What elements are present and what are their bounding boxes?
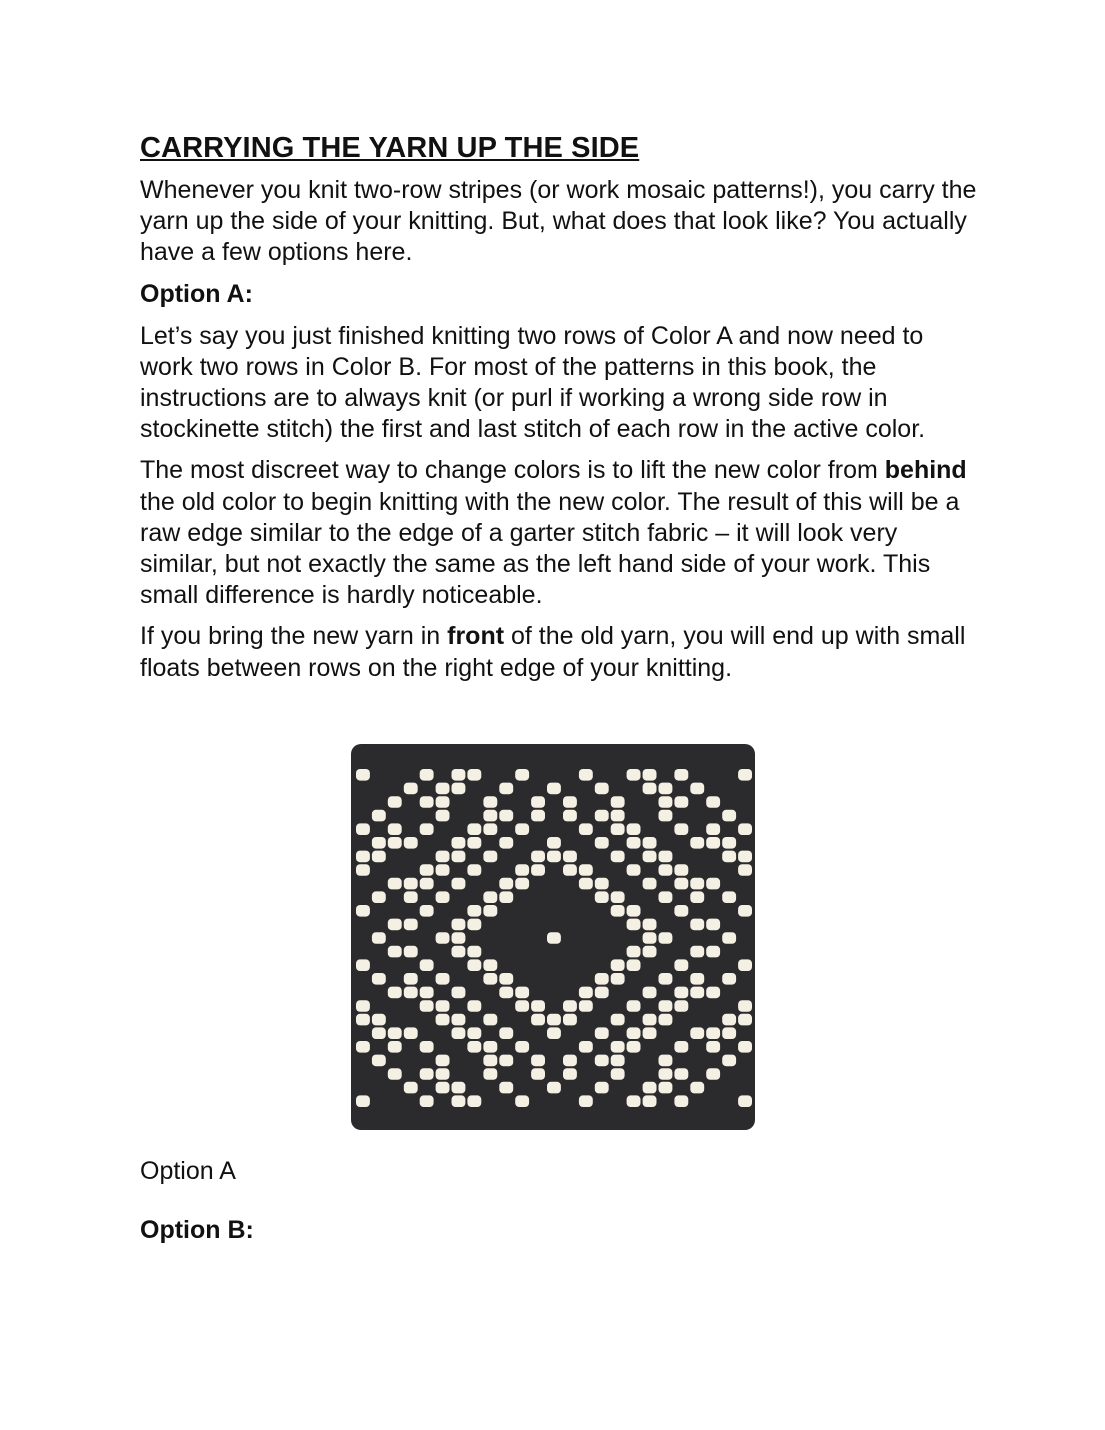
- swatch-stitch: [372, 1014, 386, 1026]
- swatch-stitch: [722, 1027, 736, 1039]
- swatch-stitch: [356, 905, 370, 917]
- swatch-stitch: [547, 1082, 561, 1094]
- swatch-stitch: [627, 769, 641, 781]
- swatch-stitch: [706, 987, 720, 999]
- swatch-stitch: [722, 810, 736, 822]
- swatch-stitch: [483, 823, 497, 835]
- swatch-stitch: [404, 946, 418, 958]
- swatch-stitch: [452, 946, 466, 958]
- option-a-paragraph-2: [140, 455, 980, 611]
- swatch-stitch: [563, 796, 577, 808]
- swatch-stitch: [611, 1041, 625, 1053]
- swatch-stitch: [722, 837, 736, 849]
- swatch-stitch: [420, 905, 434, 917]
- swatch-stitch: [499, 987, 513, 999]
- swatch-stitch: [643, 932, 657, 944]
- swatch-stitch: [515, 769, 529, 781]
- option-a-paragraph-3: [140, 621, 980, 683]
- swatch-stitch: [388, 946, 402, 958]
- swatch-stitch: [595, 1082, 609, 1094]
- swatch-stitch: [738, 769, 752, 781]
- swatch-stitch: [579, 769, 593, 781]
- swatch-stitch: [659, 932, 673, 944]
- swatch-stitch: [436, 796, 450, 808]
- swatch-stitch: [722, 1014, 736, 1026]
- swatch-stitch: [690, 837, 704, 849]
- swatch-stitch: [674, 1041, 688, 1053]
- swatch-stitch: [356, 864, 370, 876]
- document-page: [140, 130, 980, 694]
- swatch-stitch: [404, 878, 418, 890]
- swatch-stitch: [499, 837, 513, 849]
- option-a-heading: Option A:: [140, 279, 253, 308]
- swatch-stitch: [674, 769, 688, 781]
- swatch-stitch: [659, 783, 673, 795]
- swatch-stitch: [404, 1027, 418, 1039]
- swatch-stitch: [690, 919, 704, 931]
- swatch-stitch: [674, 878, 688, 890]
- swatch-stitch: [738, 851, 752, 863]
- text-run: of the old yarn, you will end up with small floats between rows on the right edge of your knitting.: [140, 622, 966, 682]
- swatch-stitch: [547, 1014, 561, 1026]
- emphasis-behind: behind: [884, 456, 967, 485]
- swatch-stitch: [674, 1000, 688, 1012]
- swatch-stitch: [483, 1041, 497, 1053]
- swatch-stitch: [738, 1000, 752, 1012]
- swatch-stitch: [372, 1055, 386, 1067]
- swatch-stitch: [643, 946, 657, 958]
- swatch-image: [349, 742, 759, 1134]
- swatch-stitch: [690, 1027, 704, 1039]
- swatch-stitch: [436, 973, 450, 985]
- swatch-stitch: [467, 1041, 481, 1053]
- swatch-stitch: [643, 1082, 657, 1094]
- swatch-stitch: [738, 1095, 752, 1107]
- swatch-stitch: [515, 1000, 529, 1012]
- swatch-stitch: [372, 891, 386, 903]
- swatch-stitch: [483, 1055, 497, 1067]
- swatch-stitch: [690, 878, 704, 890]
- swatch-stitch: [659, 1082, 673, 1094]
- swatch-stitch: [483, 810, 497, 822]
- swatch-stitch: [404, 1082, 418, 1094]
- swatch-stitch: [515, 864, 529, 876]
- swatch-stitch: [372, 810, 386, 822]
- swatch-stitch: [738, 864, 752, 876]
- swatch-stitch: [404, 919, 418, 931]
- section-heading: CARRYING THE YARN UP THE SIDE: [140, 132, 640, 164]
- swatch-stitch: [659, 1014, 673, 1026]
- swatch-stitch: [388, 987, 402, 999]
- swatch-stitch: [659, 864, 673, 876]
- swatch-stitch: [706, 1027, 720, 1039]
- swatch-stitch: [499, 891, 513, 903]
- swatch-stitch: [436, 864, 450, 876]
- swatch-stitch: [467, 946, 481, 958]
- swatch-stitch: [452, 1027, 466, 1039]
- swatch-stitch: [659, 891, 673, 903]
- swatch-stitch: [579, 864, 593, 876]
- swatch-stitch: [674, 905, 688, 917]
- swatch-stitch: [595, 837, 609, 849]
- swatch-stitch: [483, 905, 497, 917]
- swatch-stitch: [436, 1082, 450, 1094]
- swatch-stitch: [643, 919, 657, 931]
- swatch-stitch: [483, 851, 497, 863]
- swatch-stitch: [531, 1068, 545, 1080]
- swatch-stitch: [483, 1014, 497, 1026]
- swatch-stitch: [659, 1055, 673, 1067]
- swatch-stitch: [611, 1068, 625, 1080]
- swatch-stitch: [627, 837, 641, 849]
- swatch-stitch: [483, 959, 497, 971]
- swatch-stitch: [420, 1041, 434, 1053]
- swatch-stitch: [659, 796, 673, 808]
- swatch-stitch: [420, 959, 434, 971]
- swatch-stitch: [452, 987, 466, 999]
- swatch-stitch: [690, 987, 704, 999]
- swatch-stitch: [643, 987, 657, 999]
- swatch-stitch: [420, 769, 434, 781]
- swatch-stitch: [611, 810, 625, 822]
- swatch-stitch: [372, 973, 386, 985]
- swatch-stitch: [515, 878, 529, 890]
- swatch-stitch: [452, 1082, 466, 1094]
- swatch-stitch: [356, 851, 370, 863]
- swatch-stitch: [706, 796, 720, 808]
- swatch-stitch: [420, 987, 434, 999]
- swatch-stitch: [547, 1027, 561, 1039]
- swatch-stitch: [483, 1068, 497, 1080]
- swatch-stitch: [499, 810, 513, 822]
- swatch-stitch: [611, 851, 625, 863]
- swatch-stitch: [531, 1000, 545, 1012]
- swatch-stitch: [611, 973, 625, 985]
- swatch-stitch: [706, 878, 720, 890]
- swatch-stitch: [467, 959, 481, 971]
- swatch-stitch: [627, 919, 641, 931]
- swatch-stitch: [579, 1095, 593, 1107]
- swatch-stitch: [627, 1041, 641, 1053]
- emphasis-front: front: [447, 622, 505, 651]
- swatch-stitch: [356, 1095, 370, 1107]
- swatch-stitch: [388, 796, 402, 808]
- swatch-stitch: [690, 946, 704, 958]
- swatch-stitch: [356, 1014, 370, 1026]
- text-run: the old color to begin knitting with the new color. The result of this will be a raw edge similar to the edge of a garter stitch fabric – it will look very similar, but not exactly the same as the left hand side of your work. This small difference is hardly noticeable.: [140, 487, 960, 610]
- swatch-stitch: [436, 932, 450, 944]
- swatch-stitch: [452, 1095, 466, 1107]
- swatch-stitch: [388, 1041, 402, 1053]
- swatch-stitch: [467, 1027, 481, 1039]
- swatch-stitch: [436, 851, 450, 863]
- swatch-stitch: [643, 783, 657, 795]
- swatch-stitch: [499, 1055, 513, 1067]
- swatch-stitch: [659, 810, 673, 822]
- swatch-stitch: [627, 1027, 641, 1039]
- swatch-stitch: [452, 783, 466, 795]
- swatch-stitch: [611, 1014, 625, 1026]
- swatch-stitch: [404, 987, 418, 999]
- swatch-stitch: [643, 1027, 657, 1039]
- swatch-stitch: [595, 810, 609, 822]
- swatch-stitch: [372, 1027, 386, 1039]
- intro-paragraph: Whenever you knit two-row stripes (or work mosaic patterns!), you carry the yarn up the side of your knitting. But, what does that look like? You actually have a few options here.: [140, 176, 977, 267]
- swatch-stitch: [643, 851, 657, 863]
- swatch-stitch: [515, 1041, 529, 1053]
- swatch-stitch: [420, 1095, 434, 1107]
- swatch-stitch: [563, 1000, 577, 1012]
- swatch-stitch: [420, 1068, 434, 1080]
- swatch-stitch: [388, 919, 402, 931]
- swatch-stitch: [722, 891, 736, 903]
- swatch-stitch: [452, 837, 466, 849]
- swatch-stitch: [356, 1000, 370, 1012]
- swatch-stitch: [738, 905, 752, 917]
- swatch-stitch: [467, 1000, 481, 1012]
- swatch-stitch: [467, 769, 481, 781]
- swatch-stitch: [467, 905, 481, 917]
- swatch-stitch: [515, 987, 529, 999]
- swatch-stitch: [563, 1014, 577, 1026]
- swatch-stitch: [611, 796, 625, 808]
- swatch-stitch: [722, 973, 736, 985]
- swatch-stitch: [372, 851, 386, 863]
- text-run: The most discreet way to change colors is to lift the new color from: [140, 456, 885, 485]
- swatch-stitch: [547, 932, 561, 944]
- swatch-stitch: [404, 783, 418, 795]
- swatch-stitch: [595, 878, 609, 890]
- swatch-stitch: [563, 864, 577, 876]
- swatch-stitch: [738, 1014, 752, 1026]
- swatch-stitch: [436, 1068, 450, 1080]
- swatch-stitch: [674, 796, 688, 808]
- swatch-stitch: [499, 1027, 513, 1039]
- swatch-stitch: [659, 851, 673, 863]
- swatch-stitch: [627, 946, 641, 958]
- swatch-stitch: [611, 891, 625, 903]
- swatch-stitch: [706, 1041, 720, 1053]
- swatch-stitch: [674, 864, 688, 876]
- swatch-stitch: [467, 919, 481, 931]
- swatch-stitch: [674, 959, 688, 971]
- swatch-stitch: [674, 1095, 688, 1107]
- swatch-stitch: [674, 823, 688, 835]
- swatch-stitch: [611, 823, 625, 835]
- swatch-stitch: [483, 796, 497, 808]
- figure-caption: Option A: [140, 1157, 236, 1185]
- swatch-stitch: [483, 891, 497, 903]
- swatch-stitch: [420, 823, 434, 835]
- swatch-stitch: [499, 1082, 513, 1094]
- swatch-stitch: [611, 959, 625, 971]
- swatch-stitch: [706, 823, 720, 835]
- swatch-stitch: [579, 1000, 593, 1012]
- swatch-stitch: [674, 1068, 688, 1080]
- swatch-stitch: [436, 783, 450, 795]
- swatch-stitch: [595, 973, 609, 985]
- swatch-stitch: [579, 823, 593, 835]
- swatch-stitch: [531, 810, 545, 822]
- option-a-paragraph-1: Let’s say you just finished knitting two rows of Color A and now need to work two rows in Color B. For most of the patterns in this book, the instructions are to always knit (or purl if working a wrong side row in stockinette stitch) the first and last stitch of each row in the active color.: [140, 321, 926, 444]
- swatch-stitch: [595, 987, 609, 999]
- swatch-stitch: [738, 823, 752, 835]
- swatch-stitch: [563, 1055, 577, 1067]
- swatch-stitch: [659, 973, 673, 985]
- swatch-stitch: [404, 837, 418, 849]
- swatch-stitch: [436, 810, 450, 822]
- swatch-stitch: [452, 769, 466, 781]
- swatch-stitch: [467, 864, 481, 876]
- swatch-stitch: [483, 973, 497, 985]
- swatch-stitch: [722, 851, 736, 863]
- swatch-stitch: [547, 783, 561, 795]
- knitted-mosaic-swatch-photo: [349, 742, 759, 1134]
- swatch-stitch: [722, 932, 736, 944]
- swatch-stitch: [436, 891, 450, 903]
- swatch-stitch: [595, 783, 609, 795]
- swatch-stitch: [643, 878, 657, 890]
- swatch-stitch: [563, 810, 577, 822]
- swatch-stitch: [706, 919, 720, 931]
- swatch-stitch: [499, 973, 513, 985]
- swatch-stitch: [356, 823, 370, 835]
- swatch-stitch: [563, 1068, 577, 1080]
- swatch-stitch: [643, 837, 657, 849]
- swatch-stitch: [690, 891, 704, 903]
- swatch-stitch: [627, 905, 641, 917]
- swatch-stitch: [659, 1068, 673, 1080]
- swatch-stitch: [388, 878, 402, 890]
- swatch-stitch: [611, 1055, 625, 1067]
- swatch-stitch: [372, 837, 386, 849]
- swatch-stitch: [579, 878, 593, 890]
- swatch-stitch: [659, 1000, 673, 1012]
- swatch-stitch: [404, 891, 418, 903]
- swatch-stitch: [643, 769, 657, 781]
- swatch-stitch: [452, 851, 466, 863]
- swatch-stitch: [388, 1068, 402, 1080]
- swatch-stitch: [420, 864, 434, 876]
- swatch-stitch: [436, 1055, 450, 1067]
- swatch-stitch: [420, 878, 434, 890]
- option-b-heading: Option B:: [140, 1216, 254, 1244]
- swatch-stitch: [531, 1014, 545, 1026]
- text-run: If you bring the new yarn in: [140, 622, 448, 651]
- swatch-stitch: [706, 946, 720, 958]
- swatch-stitch: [722, 1055, 736, 1067]
- swatch-stitch: [690, 783, 704, 795]
- swatch-stitch: [388, 837, 402, 849]
- swatch-stitch: [643, 1014, 657, 1026]
- swatch-stitch: [388, 823, 402, 835]
- swatch-stitch: [706, 1068, 720, 1080]
- swatch-stitch: [563, 851, 577, 863]
- swatch-stitch: [452, 919, 466, 931]
- swatch-stitch: [467, 823, 481, 835]
- swatch-stitch: [531, 851, 545, 863]
- swatch-stitch: [452, 1014, 466, 1026]
- swatch-stitch: [674, 987, 688, 999]
- swatch-stitch: [531, 1055, 545, 1067]
- swatch-stitch: [627, 823, 641, 835]
- swatch-stitch: [738, 959, 752, 971]
- swatch-stitch: [627, 864, 641, 876]
- swatch-stitch: [420, 796, 434, 808]
- swatch-stitch: [627, 959, 641, 971]
- swatch-stitch: [356, 769, 370, 781]
- swatch-stitch: [531, 796, 545, 808]
- swatch-stitch: [595, 1055, 609, 1067]
- swatch-stitch: [579, 1041, 593, 1053]
- swatch-stitch: [436, 1014, 450, 1026]
- swatch-stitch: [611, 905, 625, 917]
- swatch-stitch: [420, 1000, 434, 1012]
- swatch-stitch: [499, 783, 513, 795]
- swatch-stitch: [690, 1082, 704, 1094]
- swatch-stitch: [627, 1000, 641, 1012]
- swatch-stitch: [452, 932, 466, 944]
- swatch-stitch: [452, 878, 466, 890]
- swatch-stitch: [706, 837, 720, 849]
- swatch-stitch: [467, 837, 481, 849]
- swatch-stitch: [467, 1095, 481, 1107]
- swatch-stitch: [643, 1095, 657, 1107]
- swatch-stitch: [515, 823, 529, 835]
- swatch-stitch: [531, 864, 545, 876]
- swatch-stitch: [388, 1027, 402, 1039]
- swatch-stitch: [627, 1095, 641, 1107]
- swatch-stitch: [595, 891, 609, 903]
- swatch-stitch: [404, 973, 418, 985]
- swatch-stitch: [595, 1027, 609, 1039]
- swatch-stitch: [738, 1041, 752, 1053]
- swatch-stitch: [436, 1000, 450, 1012]
- swatch-stitch: [690, 973, 704, 985]
- swatch-stitch: [499, 878, 513, 890]
- swatch-stitch: [547, 851, 561, 863]
- swatch-stitch: [547, 837, 561, 849]
- swatch-stitch: [356, 1041, 370, 1053]
- swatch-stitch: [515, 1095, 529, 1107]
- swatch-stitch: [579, 987, 593, 999]
- swatch-stitch: [372, 932, 386, 944]
- swatch-stitch: [356, 959, 370, 971]
